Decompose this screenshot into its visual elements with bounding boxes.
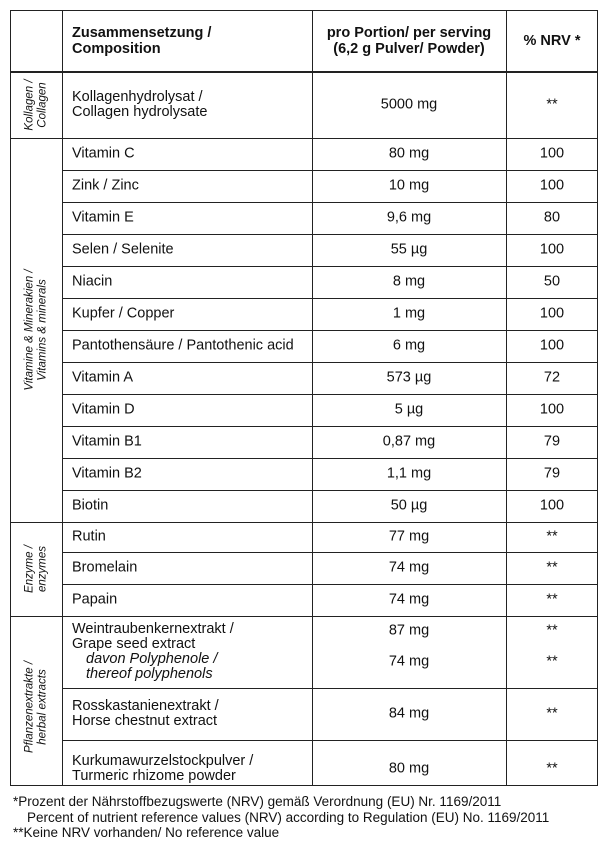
ingredient-nrv [506, 330, 598, 362]
ingredient-name-line: Rutin [72, 528, 106, 545]
ingredient-name-line: Horse chestnut extract [72, 713, 218, 729]
table-row [10, 362, 598, 394]
grid-line [62, 584, 598, 585]
ingredient-amount [312, 202, 506, 234]
ingredient-nrv [506, 458, 598, 490]
ingredient-name-line: Collagen hydrolysate [72, 104, 208, 120]
table-row [10, 234, 598, 266]
ingredient-name-line: Vitamin C [72, 145, 135, 162]
ingredient-name-text [72, 593, 117, 608]
ingredient-name-text [72, 307, 174, 322]
ingredient-subname-line: davon Polyphenole / [86, 651, 218, 667]
nrv-value: ** [546, 760, 558, 777]
ingredient-nrv [506, 298, 598, 330]
grid-line [62, 170, 598, 171]
table-row [10, 740, 598, 798]
group-label-line1: Enzyme / [23, 545, 36, 593]
table-row [10, 170, 598, 202]
group-label-text [24, 269, 49, 390]
header-composition-line1: Zusammensetzung / [72, 25, 212, 41]
amount-value: 0,87 mg [382, 433, 436, 450]
nrv-value: ** [546, 591, 558, 608]
grid-line [62, 362, 598, 363]
ingredient-name-text [72, 699, 219, 729]
ingredient-name [62, 362, 312, 394]
ingredient-name [62, 552, 312, 584]
grid-line [62, 202, 598, 203]
nrv-value: ** [546, 96, 558, 113]
ingredient-nrv [506, 552, 598, 584]
ingredient-amount [312, 458, 506, 490]
group-label [10, 522, 62, 616]
ingredient-name-text [72, 211, 134, 226]
ingredient-amount [312, 72, 506, 138]
nrv-value: 50 [543, 273, 561, 290]
ingredient-nrv [506, 266, 598, 298]
nrv-value: ** [546, 528, 558, 545]
ingredient-name [62, 170, 312, 202]
group-label-line2: Vitamins & minerals [36, 279, 48, 381]
header-composition-text [72, 25, 211, 57]
ingredient-name-text [72, 561, 137, 576]
ingredient-nrv [506, 72, 598, 138]
ingredient-name-line: Turmeric rhizome powder [72, 768, 236, 784]
group-label [10, 616, 62, 798]
ingredient-name-line: Kupfer / Copper [72, 305, 175, 322]
ingredient-name-text [72, 179, 139, 194]
ingredient-nrv [506, 490, 598, 522]
ingredient-nrv [506, 740, 598, 798]
ingredient-name [62, 138, 312, 170]
grid-line [10, 10, 598, 11]
ingredient-nrv [506, 170, 598, 202]
nrv-value: 79 [543, 465, 561, 482]
nrv-value: ** [546, 705, 558, 722]
table-row [10, 552, 598, 584]
grid-line [10, 522, 598, 523]
ingredient-name-line: Selen / Selenite [72, 241, 174, 258]
group-label-text [24, 545, 49, 593]
ingredient-name [62, 490, 312, 522]
ingredient-nrv [506, 362, 598, 394]
amount-value: 74 mg [388, 591, 430, 608]
grid-line [597, 10, 598, 786]
ingredient-name [62, 234, 312, 266]
ingredient-amount [312, 426, 506, 458]
header-composition-line2: Composition [72, 41, 161, 57]
ingredient-name-text [72, 435, 142, 450]
grid-line [10, 71, 598, 73]
ingredient-name [62, 394, 312, 426]
grid-line [62, 688, 598, 689]
table-row [10, 522, 598, 552]
ingredient-name [62, 522, 312, 552]
header-composition [62, 10, 312, 72]
ingredient-amount [312, 584, 506, 616]
ingredient-name-line: Zink / Zinc [72, 177, 139, 194]
ingredient-name-text [72, 754, 253, 784]
ingredient-name-line: Rosskastanienextrakt / [72, 698, 219, 714]
nrv-value: 100 [539, 177, 565, 194]
ingredient-amount [312, 234, 506, 266]
table-row [10, 490, 598, 522]
table-row [10, 298, 598, 330]
group-label [10, 138, 62, 522]
amount-value: 1 mg [392, 305, 426, 322]
ingredient-name-text [72, 147, 135, 162]
table-header-row [10, 10, 598, 72]
ingredient-name-text [72, 243, 174, 258]
amount-value: 87 mg [388, 622, 430, 639]
ingredient-name-line: Vitamin E [72, 209, 134, 226]
grid-line [10, 785, 598, 786]
nrv-value: ** [546, 622, 558, 639]
amount-value: 74 mg [388, 559, 430, 576]
ingredient-name [62, 616, 312, 688]
ingredient-nrv [506, 234, 598, 266]
table-row [10, 426, 598, 458]
header-per-portion-line2: (6,2 g Pulver/ Powder) [333, 41, 485, 57]
amount-value: 55 µg [390, 241, 428, 258]
ingredient-name-line: Vitamin D [72, 401, 135, 418]
amount-value: 5 µg [394, 401, 424, 418]
nrv-value: 80 [543, 209, 561, 226]
grid-line [62, 490, 598, 491]
table-row [10, 138, 598, 170]
grid-line [506, 10, 507, 786]
grid-line [62, 552, 598, 553]
grid-line [62, 234, 598, 235]
ingredient-name-line: Kurkumawurzelstockpulver / [72, 753, 254, 769]
ingredient-name [62, 584, 312, 616]
amount-value: 80 mg [388, 760, 430, 777]
nrv-value: 100 [539, 305, 565, 322]
ingredient-name [62, 266, 312, 298]
grid-line [62, 426, 598, 427]
amount-value: 50 µg [390, 497, 428, 514]
nrv-value: 72 [543, 369, 561, 386]
ingredient-amount [312, 138, 506, 170]
grid-line [312, 10, 313, 786]
ingredient-name-text [72, 622, 234, 682]
footnote-nrv-en: Percent of nutrient reference values (NRV) according to Regulation (EU) No. 1169/2011 [27, 809, 550, 825]
ingredient-name-text [72, 467, 142, 482]
ingredient-name-text [72, 275, 112, 290]
footnote-nrv-de: *Prozent der Nährstoffbezugswerte (NRV) gemäß Verordnung (EU) Nr. 1169/2011 [13, 794, 502, 809]
ingredient-name-line: Kollagenhydrolysat / [72, 89, 203, 105]
amount-value: 6 mg [392, 337, 426, 354]
group-label-text [24, 79, 49, 130]
ingredient-name [62, 330, 312, 362]
group-label-line2: Collagen [36, 82, 48, 128]
ingredient-name-line: Papain [72, 591, 118, 608]
ingredient-subname-line: thereof polyphenols [86, 666, 213, 682]
grid-line [10, 138, 598, 139]
ingredient-amount [312, 362, 506, 394]
ingredient-amount [312, 298, 506, 330]
amount-value: 77 mg [388, 528, 430, 545]
ingredient-name-line: Vitamin A [72, 369, 133, 386]
footnote-no-reference: **Keine NRV vorhanden/ No reference value [13, 825, 280, 840]
ingredient-name-text [72, 339, 294, 354]
ingredient-amount [312, 552, 506, 584]
ingredient-nrv [506, 584, 598, 616]
amount-value: 1,1 mg [386, 465, 432, 482]
table-row [10, 72, 598, 138]
header-per-portion [312, 10, 506, 72]
grid-line [62, 10, 63, 786]
header-per-portion-text [312, 25, 506, 57]
ingredient-nrv [506, 202, 598, 234]
grid-line [10, 10, 11, 786]
table-row [10, 394, 598, 426]
group-label-line2: enzymes [36, 545, 48, 593]
ingredient-amount [312, 170, 506, 202]
ingredient-amount [312, 616, 506, 688]
ingredient-name-line: Pantothensäure / Pantothenic acid [72, 337, 294, 354]
ingredient-nrv [506, 522, 598, 552]
group-label [10, 72, 62, 138]
header-per-portion-line1: pro Portion/ per serving [326, 25, 492, 41]
ingredient-name [62, 202, 312, 234]
ingredient-amount [312, 266, 506, 298]
table-row [10, 584, 598, 616]
grid-line [62, 330, 598, 331]
nrv-value: 100 [539, 337, 565, 354]
amount-value: 5000 mg [380, 96, 438, 113]
amount-value: 573 µg [386, 369, 432, 386]
ingredient-name-text [72, 403, 135, 418]
grid-line [62, 394, 598, 395]
header-nrv [506, 10, 598, 72]
nrv-value: 100 [539, 145, 565, 162]
ingredient-name [62, 688, 312, 740]
ingredient-amount [312, 522, 506, 552]
grid-line [62, 298, 598, 299]
ingredient-name-text [72, 499, 108, 514]
ingredient-nrv [506, 688, 598, 740]
nrv-value: ** [546, 559, 558, 576]
ingredient-name-text [72, 90, 207, 120]
ingredient-name [62, 740, 312, 798]
ingredient-name-line: Vitamin B2 [72, 465, 142, 482]
ingredient-amount [312, 330, 506, 362]
grid-line [62, 740, 598, 741]
nrv-value: 79 [543, 433, 561, 450]
ingredient-amount [312, 740, 506, 798]
group-label-line2: herbal extracts [36, 669, 48, 745]
group-label-line1: Vitamine & Minerakien / [23, 269, 36, 391]
ingredient-name-line: Grape seed extract [72, 636, 196, 652]
grid-line [62, 266, 598, 267]
group-label-text [24, 661, 49, 753]
amount-value: 8 mg [392, 273, 426, 290]
ingredient-amount [312, 688, 506, 740]
ingredient-amount [312, 490, 506, 522]
ingredient-nrv [506, 616, 598, 688]
table-row [10, 616, 598, 688]
ingredient-name [62, 458, 312, 490]
nrv-value: 100 [539, 241, 565, 258]
ingredient-name-line: Bromelain [72, 559, 138, 576]
table-row [10, 202, 598, 234]
table-row [10, 458, 598, 490]
ingredient-name-line: Weintraubenkernextrakt / [72, 621, 234, 637]
ingredient-amount [312, 394, 506, 426]
ingredient-name [62, 72, 312, 138]
grid-line [62, 458, 598, 459]
ingredient-nrv [506, 426, 598, 458]
amount-value: 9,6 mg [386, 209, 432, 226]
ingredient-nrv [506, 394, 598, 426]
ingredient-nrv [506, 138, 598, 170]
footnotes [13, 794, 549, 841]
ingredient-name [62, 298, 312, 330]
amount-value: 74 mg [388, 653, 430, 670]
nrv-value: 100 [539, 497, 565, 514]
nrv-value: 100 [539, 401, 565, 418]
ingredient-name-text [72, 530, 106, 545]
amount-value: 84 mg [388, 705, 430, 722]
ingredient-name [62, 426, 312, 458]
group-label-line1: Kollagen / [23, 79, 36, 131]
header-nrv-text: % NRV * [523, 33, 581, 49]
table-row [10, 266, 598, 298]
group-label-line1: Pflanzenextrakte / [23, 660, 36, 754]
ingredient-name-line: Biotin [72, 497, 109, 514]
ingredient-name-text [72, 371, 133, 386]
grid-line [10, 616, 598, 617]
table-row [10, 330, 598, 362]
ingredient-name-line: Vitamin B1 [72, 433, 142, 450]
ingredient-name-line: Niacin [72, 273, 113, 290]
amount-value: 10 mg [388, 177, 430, 194]
amount-value: 80 mg [388, 145, 430, 162]
table-row [10, 688, 598, 740]
nrv-value: ** [546, 653, 558, 670]
